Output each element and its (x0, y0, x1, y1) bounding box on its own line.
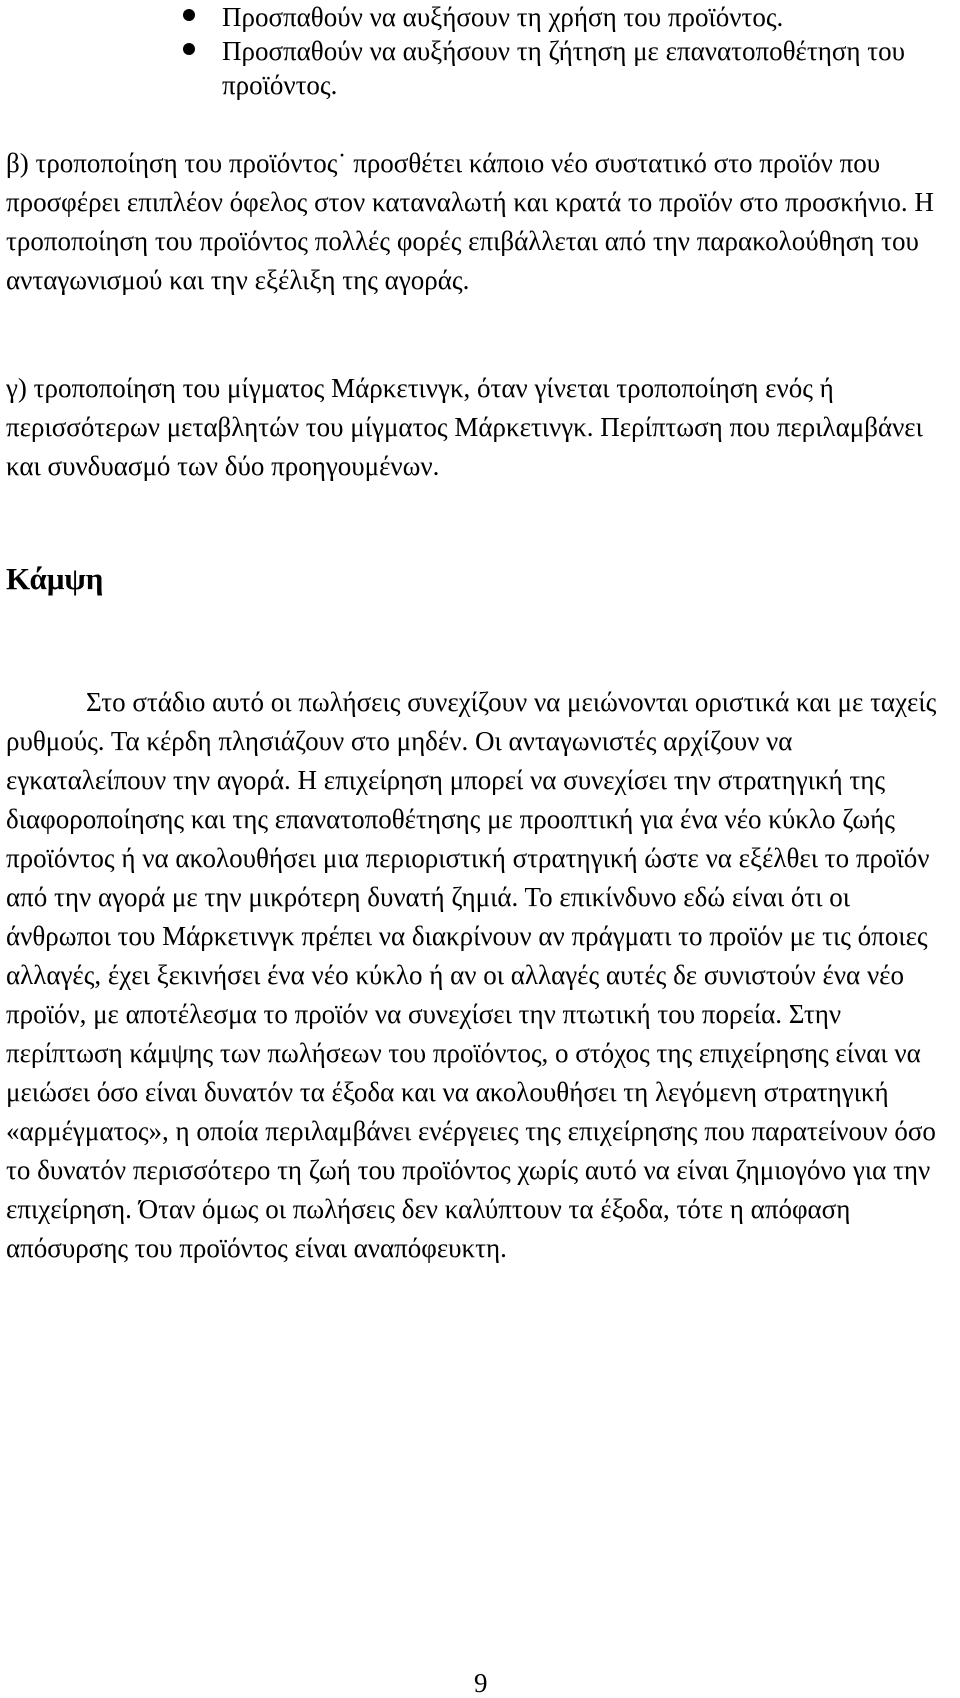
paragraph-marketing-mix-modification: γ) τροποποίηση του μίγματος Μάρκετινγκ, όταν γίνεται τροποποίηση ενός ή περισσότερων μεταβλητών του μίγματος Μάρκετινγκ. Περίπτωση που περιλαμβάνει και συνδυασμό των δύο προηγουμένων. (6, 373, 923, 481)
bullet-dot-icon (183, 43, 195, 55)
bullet-text: Προσπαθούν να αυξήσουν τη ζήτηση με επανατοποθέτηση του προϊόντος. (222, 36, 905, 100)
bullet-list (0, 0, 960, 102)
paragraph-product-modification: β) τροποποίηση του προϊόντος˙ προσθέτει κάποιο νέο συστατικό στο προϊόν που προσφέρει επιπλέον όφελος στον καταναλωτή και κρατά το προϊόν στο προσκήνιο. Η τροποποίηση του προϊόντος πολλές φορές επιβάλλεται από την παρακολούθηση του ανταγωνισμού και την εξέλιξη της αγοράς. (6, 148, 934, 295)
section-body-paragraph: Στο στάδιο αυτό οι πωλήσεις συνεχίζουν να μειώνονται οριστικά και με ταχείς ρυθμούς. Τα κέρδη πλησιάζουν στο μηδέν. Οι ανταγωνιστές αρχίζουν να εγκαταλείπουν την αγορά. Η επιχείρηση μπορεί να συνεχίσει την στρατηγική της διαφοροποίησης και της επανατοποθέτησης με προοπτική για ένα νέο κύκλο ζωής προϊόντος ή να ακολουθήσει μια περιοριστική στρατηγική ώστε να εξέλθει το προϊόν από την αγορά με την μικρότερη δυνατή ζημιά. Το επικίνδυνο εδώ είναι ότι οι άνθρωποι του Μάρκετινγκ πρέπει να διακρίνουν αν πράγματι το προϊόν με τις όποιες αλλαγές, έχει ξεκινήσει ένα νέο κύκλο ή αν οι αλλαγές αυτές δε συνιστούν ένα νέο προϊόν, με αποτέλεσμα το προϊόν να συνεχίσει την πτωτική του πορεία. Στην περίπτωση κάμψης των πωλήσεων του προϊόντος, ο στόχος της επιχείρησης είναι να μειώσει όσο είναι δυνατόν τα έξοδα και να ακολουθήσει τη λεγόμενη στρατηγική «αρμέγματος», η οποία περιλαμβάνει ενέργειες της επιχείρησης που παρατείνουν όσο το δυνατόν περισσότερο τη ζωή του προϊόντος χωρίς αυτό να είναι ζημιογόνο για την επιχείρηση. Όταν όμως οι πωλήσεις δεν καλύπτουν τα έξοδα, τότε η απόφαση απόσυρσης του προϊόντος είναι αναπόφευκτη. (6, 687, 937, 1263)
bullet-item (0, 34, 960, 102)
bullet-item (0, 0, 960, 34)
bullet-dot-icon (183, 9, 195, 21)
bullet-text: Προσπαθούν να αυξήσουν τη χρήση του προϊόντος. (222, 2, 784, 32)
section-heading: Κάμψη (6, 561, 104, 596)
page-number: 9 (474, 1668, 488, 1698)
